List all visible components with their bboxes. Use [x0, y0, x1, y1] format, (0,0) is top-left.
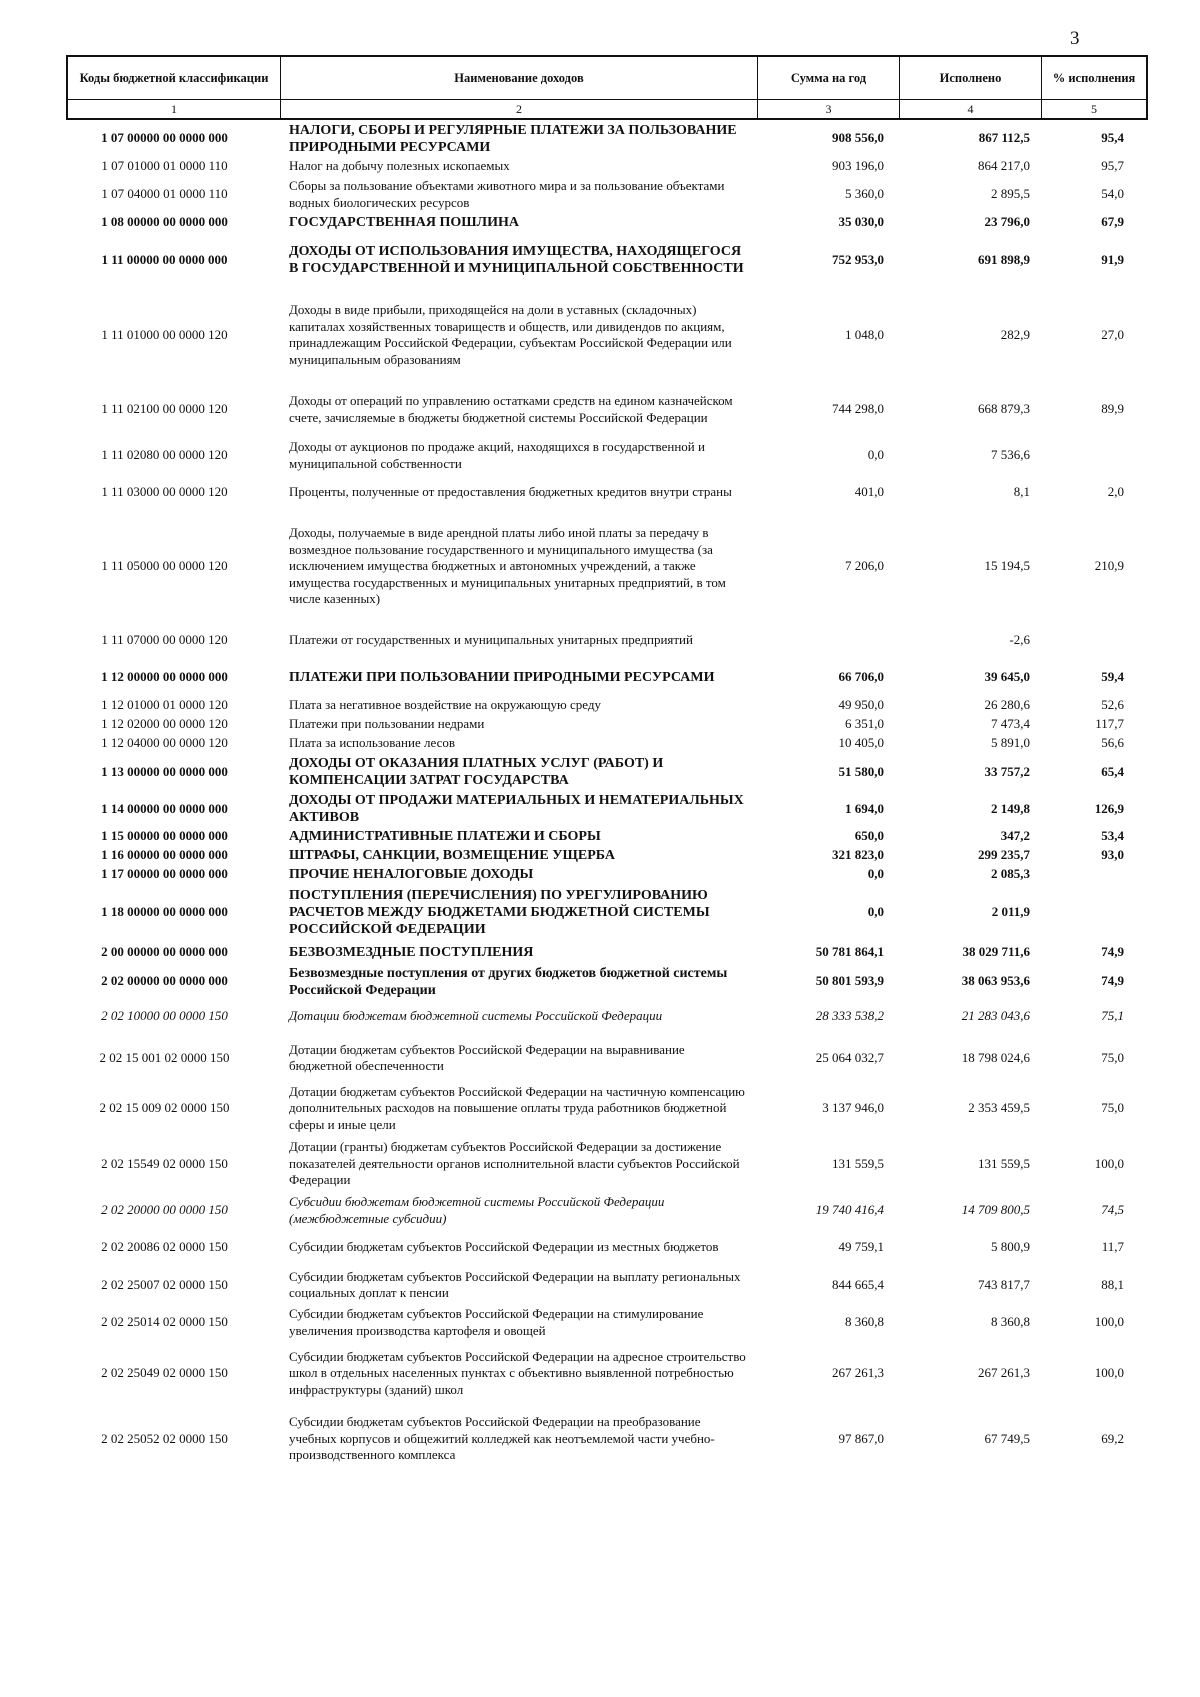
row-pct: 74,9 — [1101, 944, 1124, 960]
row-done: 2 353 459,5 — [968, 1100, 1030, 1116]
row-code: 1 18 00000 00 0000 000 — [101, 903, 228, 919]
table-row — [66, 715, 1144, 734]
row-done: 743 817,7 — [978, 1276, 1030, 1292]
row-done: 26 280,6 — [984, 697, 1030, 713]
row-code: 1 17 00000 00 0000 000 — [101, 866, 228, 882]
table-row — [66, 474, 1144, 511]
row-code: 2 02 15 001 02 0000 150 — [99, 1049, 230, 1065]
row-done: 33 757,2 — [984, 763, 1030, 779]
row-code: 1 07 01000 01 0000 110 — [101, 158, 228, 174]
row-code: 1 16 00000 00 0000 000 — [101, 847, 228, 863]
table-row — [66, 940, 1144, 965]
row-pct: 95,4 — [1101, 130, 1124, 146]
table-row — [66, 1035, 1144, 1081]
row-code: 2 02 15 009 02 0000 150 — [99, 1100, 230, 1116]
row-done: 39 645,0 — [984, 669, 1030, 685]
header-num-2: 2 — [281, 100, 758, 118]
row-name: Налог на добычу полезных ископаемых — [289, 158, 510, 174]
table-row — [66, 232, 1144, 288]
row-plan: 50 781 864,1 — [815, 944, 884, 960]
row-plan: 0,0 — [867, 903, 884, 919]
row-pct: 210,9 — [1094, 558, 1124, 574]
header-num-1: 1 — [68, 100, 281, 118]
table-row — [66, 1192, 1144, 1229]
row-done: 18 798 024,6 — [961, 1049, 1030, 1065]
table-row — [66, 884, 1144, 940]
table-row — [66, 965, 1144, 998]
page-number: 3 — [1070, 28, 1080, 49]
row-plan: 97 867,0 — [838, 1430, 884, 1446]
table-row — [66, 213, 1144, 232]
row-code: 1 11 07000 00 0000 120 — [101, 632, 228, 648]
row-plan: 49 950,0 — [838, 697, 884, 713]
row-pct: 93,0 — [1101, 847, 1124, 863]
row-name: Дотации бюджетам субъектов Российской Федерации на выравнивание бюджетной обеспеченности — [289, 1041, 685, 1073]
row-name: Дотации (гранты) бюджетам субъектов Российской Федерации за достижение показателей деятельности органов исполнительной власти субъектов Российской Федерации — [289, 1139, 740, 1188]
row-name: ПЛАТЕЖИ ПРИ ПОЛЬЗОВАНИИ ПРИРОДНЫМИ РЕСУРСАМИ — [289, 670, 715, 685]
table-row — [66, 382, 1144, 437]
row-code: 1 13 00000 00 0000 000 — [101, 763, 228, 779]
row-done: 867 112,5 — [978, 130, 1030, 146]
row-pct: 11,7 — [1101, 1239, 1124, 1255]
table-body — [66, 120, 1144, 1472]
row-plan: 903 196,0 — [832, 158, 884, 174]
row-pct: 2,0 — [1107, 484, 1124, 500]
row-pct: 100,0 — [1094, 1365, 1124, 1381]
row-pct: 74,9 — [1101, 973, 1124, 989]
row-plan: 28 333 538,2 — [815, 1008, 884, 1024]
table-row — [66, 622, 1144, 659]
row-done: 15 194,5 — [984, 558, 1030, 574]
row-name: ГОСУДАРСТВЕННАЯ ПОШЛИНА — [289, 215, 519, 230]
row-name: Платежи от государственных и муниципальных унитарных предприятий — [289, 632, 693, 648]
row-pct: 59,4 — [1101, 669, 1124, 685]
row-done: 347,2 — [1000, 828, 1030, 844]
row-pct: 52,6 — [1101, 697, 1124, 713]
row-code: 1 12 00000 00 0000 000 — [101, 669, 228, 685]
table-row — [66, 865, 1144, 884]
row-code: 1 11 00000 00 0000 000 — [101, 251, 228, 267]
row-done: 7 473,4 — [991, 716, 1030, 732]
row-name: Доходы в виде прибыли, приходящейся на доли в уставных (складочных) капиталах хозяйственных товариществ и обществ, или дивидендов по акциям, принадлежащим Российской Федерации, субъектам Российской Федерации или муниципальным образованиям — [289, 302, 732, 367]
row-plan: 10 405,0 — [838, 735, 884, 751]
row-done: 21 283 043,6 — [961, 1008, 1030, 1024]
row-name: ДОХОДЫ ОТ ПРОДАЖИ МАТЕРИАЛЬНЫХ И НЕМАТЕРИАЛЬНЫХ АКТИВОВ — [289, 793, 744, 825]
row-done: 2 149,8 — [991, 800, 1030, 816]
row-name: Проценты, полученные от предоставления бюджетных кредитов внутри страны — [289, 484, 732, 500]
table-row — [66, 659, 1144, 696]
row-code: 2 02 25007 02 0000 150 — [101, 1276, 228, 1292]
table-row — [66, 734, 1144, 753]
row-code: 1 08 00000 00 0000 000 — [101, 214, 228, 230]
row-code: 1 14 00000 00 0000 000 — [101, 800, 228, 816]
row-pct: 100,0 — [1094, 1155, 1124, 1171]
table-header — [66, 55, 1148, 120]
row-name: Безвозмездные поступления от других бюджетов бюджетной системы Российской Федерации — [289, 965, 728, 998]
row-plan: 908 556,0 — [832, 130, 884, 146]
table-row — [66, 1229, 1144, 1266]
row-done: 23 796,0 — [984, 214, 1030, 230]
header-plan: Сумма на год — [758, 57, 900, 99]
row-code: 1 07 00000 00 0000 000 — [101, 130, 228, 146]
row-code: 1 11 02080 00 0000 120 — [101, 447, 228, 463]
table-row — [66, 511, 1144, 622]
row-plan: 650,0 — [854, 828, 884, 844]
row-name: Субсидии бюджетам субъектов Российской Федерации на адресное строительство школ в отдельных населенных пунктах с объективно выявленной потребностью инфраструктуры (зданий) школ — [289, 1348, 746, 1397]
row-name: АДМИНИСТРАТИВНЫЕ ПЛАТЕЖИ И СБОРЫ — [289, 829, 601, 844]
row-pct: 89,9 — [1101, 401, 1124, 417]
row-pct: 100,0 — [1094, 1314, 1124, 1330]
row-pct: 75,0 — [1101, 1100, 1124, 1116]
row-name: Субсидии бюджетам субъектов Российской Федерации на выплату региональных социальных доплат к пенсии — [289, 1268, 741, 1300]
row-plan: 6 351,0 — [845, 716, 884, 732]
row-code: 2 02 20086 02 0000 150 — [101, 1239, 228, 1255]
row-plan: 3 137 946,0 — [822, 1100, 884, 1116]
row-plan: 321 823,0 — [832, 847, 884, 863]
table-row — [66, 753, 1144, 791]
row-name: ПРОЧИЕ НЕНАЛОГОВЫЕ ДОХОДЫ — [289, 867, 534, 882]
row-pct: 75,1 — [1101, 1008, 1124, 1024]
header-num-3: 3 — [758, 100, 900, 118]
row-name: Плата за негативное воздействие на окружающую среду — [289, 697, 601, 713]
row-pct: 67,9 — [1101, 214, 1124, 230]
row-plan: 401,0 — [854, 484, 884, 500]
row-done: 299 235,7 — [978, 847, 1030, 863]
row-done: 2 011,9 — [991, 903, 1030, 919]
row-pct: 75,0 — [1101, 1049, 1124, 1065]
row-pct: 126,9 — [1094, 800, 1124, 816]
row-pct: 69,2 — [1101, 1430, 1124, 1446]
row-done: 2 895,5 — [991, 186, 1030, 202]
row-name: ДОХОДЫ ОТ ИСПОЛЬЗОВАНИЯ ИМУЩЕСТВА, НАХОДЯЩЕГОСЯ В ГОСУДАРСТВЕННОЙ И МУНИЦИПАЛЬНОЙ СОБСТВЕННОСТИ — [289, 244, 744, 276]
row-name: Субсидии бюджетам субъектов Российской Федерации на стимулирование увеличения производства картофеля и овощей — [289, 1306, 704, 1338]
row-plan: 19 740 416,4 — [815, 1202, 884, 1218]
row-plan: 0,0 — [867, 447, 884, 463]
row-code: 1 11 01000 00 0000 120 — [101, 326, 228, 342]
header-codes: Коды бюджетной классификации — [68, 57, 281, 99]
row-done: 864 217,0 — [978, 158, 1030, 174]
row-plan: 267 261,3 — [832, 1365, 884, 1381]
row-done: 7 536,6 — [991, 447, 1030, 463]
row-code: 2 02 15549 02 0000 150 — [101, 1155, 228, 1171]
row-plan: 131 559,5 — [832, 1155, 884, 1171]
table-row — [66, 288, 1144, 382]
row-name: ДОХОДЫ ОТ ОКАЗАНИЯ ПЛАТНЫХ УСЛУГ (РАБОТ) И КОМПЕНСАЦИИ ЗАТРАТ ГОСУДАРСТВА — [289, 756, 664, 788]
row-plan: 49 759,1 — [838, 1239, 884, 1255]
row-code: 1 07 04000 01 0000 110 — [101, 186, 228, 202]
row-done: 282,9 — [1000, 326, 1030, 342]
table-row — [66, 1136, 1144, 1192]
row-code: 1 12 04000 00 0000 120 — [101, 735, 228, 751]
header-pct: % исполнения — [1052, 70, 1136, 85]
row-name: ШТРАФЫ, САНКЦИИ, ВОЗМЕЩЕНИЕ УЩЕРБА — [289, 848, 615, 863]
row-name: Дотации бюджетам субъектов Российской Федерации на частичную компенсацию дополнительных расходов на повышение оплаты труда работников бюджетной сферы и иные цели — [289, 1083, 745, 1132]
row-done: 38 063 953,6 — [961, 973, 1030, 989]
row-plan: 35 030,0 — [838, 214, 884, 230]
row-name: Субсидии бюджетам субъектов Российской Федерации из местных бюджетов — [289, 1239, 719, 1255]
row-plan: 0,0 — [867, 866, 884, 882]
header-name: Наименование доходов — [281, 57, 758, 99]
row-done: 38 029 711,6 — [962, 944, 1030, 960]
row-done: 14 709 800,5 — [961, 1202, 1030, 1218]
row-plan: 744 298,0 — [832, 401, 884, 417]
row-name: Доходы, получаемые в виде арендной платы либо иной платы за передачу в возмездное пользование государственного и муниципального имущества (за исключением имущества бюджетных и автономных учреждений, а также имущества государственных и муниципальных унитарных предприятий, в том числе казенных) — [289, 525, 726, 607]
row-name: ПОСТУПЛЕНИЯ (ПЕРЕЧИСЛЕНИЯ) ПО УРЕГУЛИРОВАНИЮ РАСЧЕТОВ МЕЖДУ БЮДЖЕТАМИ БЮДЖЕТНОЙ СИСТЕМЫ РОССИЙСКОЙ ФЕДЕРАЦИИ — [289, 887, 710, 937]
row-pct: 53,4 — [1101, 828, 1124, 844]
table-row — [66, 791, 1144, 827]
row-code: 2 02 10000 00 0000 150 — [101, 1008, 228, 1024]
row-plan: 752 953,0 — [832, 251, 884, 267]
row-name: Плата за использование лесов — [289, 735, 455, 751]
row-name: Платежи при пользовании недрами — [289, 716, 485, 732]
table-row — [66, 998, 1144, 1035]
row-code: 2 02 20000 00 0000 150 — [101, 1202, 228, 1218]
row-code: 1 11 02100 00 0000 120 — [101, 401, 228, 417]
row-done: 691 898,9 — [978, 251, 1030, 267]
row-name: НАЛОГИ, СБОРЫ И РЕГУЛЯРНЫЕ ПЛАТЕЖИ ЗА ПОЛЬЗОВАНИЕ ПРИРОДНЫМИ РЕСУРСАМИ — [289, 122, 737, 155]
row-plan: 50 801 593,9 — [815, 973, 884, 989]
row-plan: 25 064 032,7 — [815, 1049, 884, 1065]
row-name: Сборы за пользование объектами животного мира и за пользование объектами водных биологических ресурсов — [289, 178, 725, 210]
row-pct: 95,7 — [1101, 158, 1124, 174]
table-row — [66, 1406, 1144, 1472]
table-row — [66, 1266, 1144, 1304]
row-name: БЕЗВОЗМЕЗДНЫЕ ПОСТУПЛЕНИЯ — [289, 945, 534, 960]
header-num-5: 5 — [1091, 101, 1097, 116]
row-code: 2 02 25049 02 0000 150 — [101, 1365, 228, 1381]
row-name: Доходы от аукционов по продаже акций, находящихся в государственной и муниципальной собственности — [289, 439, 705, 471]
row-pct: 74,5 — [1101, 1202, 1124, 1218]
row-code: 2 02 00000 00 0000 000 — [101, 973, 228, 989]
row-pct: 56,6 — [1101, 735, 1124, 751]
row-pct: 91,9 — [1101, 251, 1124, 267]
table-row — [66, 1081, 1144, 1136]
row-plan: 1 694,0 — [845, 800, 884, 816]
row-done: 668 879,3 — [978, 401, 1030, 417]
row-done: 5 891,0 — [991, 735, 1030, 751]
row-pct: 54,0 — [1101, 186, 1124, 202]
row-done: 5 800,9 — [991, 1239, 1030, 1255]
row-plan: 844 665,4 — [832, 1276, 884, 1292]
row-plan: 51 580,0 — [838, 763, 884, 779]
row-name: Дотации бюджетам бюджетной системы Российской Федерации — [289, 1008, 663, 1024]
table-row — [66, 696, 1144, 715]
row-plan: 7 206,0 — [845, 558, 884, 574]
row-done: 8 360,8 — [991, 1314, 1030, 1330]
row-plan: 8 360,8 — [845, 1314, 884, 1330]
row-done: -2,6 — [1009, 632, 1030, 648]
row-pct: 27,0 — [1101, 326, 1124, 342]
table-row — [66, 120, 1144, 157]
row-done: 267 261,3 — [978, 1365, 1030, 1381]
row-code: 1 11 03000 00 0000 120 — [101, 484, 228, 500]
table-row — [66, 437, 1144, 474]
header-num-4: 4 — [900, 100, 1042, 118]
row-done: 67 749,5 — [984, 1430, 1030, 1446]
table-row — [66, 827, 1144, 846]
row-done: 131 559,5 — [978, 1155, 1030, 1171]
row-done: 2 085,3 — [991, 866, 1030, 882]
row-name: Доходы от операций по управлению остатками средств на едином казначейском счете, зачисляемые в бюджеты бюджетной системы Российской Федерации — [289, 393, 733, 425]
row-name: Субсидии бюджетам субъектов Российской Федерации на преобразование учебных корпусов и общежитий колледжей как неотъемлемой части учебно-производственного комплекса — [289, 1414, 715, 1463]
row-code: 1 12 01000 01 0000 120 — [101, 697, 228, 713]
row-plan: 1 048,0 — [845, 326, 884, 342]
row-pct: 117,7 — [1095, 716, 1124, 732]
row-done: 8,1 — [1013, 484, 1030, 500]
row-code: 1 12 02000 00 0000 120 — [101, 716, 228, 732]
table-row — [66, 1304, 1144, 1341]
row-code: 2 02 25014 02 0000 150 — [101, 1314, 228, 1330]
table-row — [66, 846, 1144, 865]
table-row — [66, 1341, 1144, 1406]
row-plan: 66 706,0 — [838, 669, 884, 685]
row-code: 2 02 25052 02 0000 150 — [101, 1430, 228, 1446]
row-pct: 65,4 — [1101, 763, 1124, 779]
row-code: 1 15 00000 00 0000 000 — [101, 828, 228, 844]
row-plan: 5 360,0 — [845, 186, 884, 202]
row-code: 2 00 00000 00 0000 000 — [101, 944, 228, 960]
table-row — [66, 176, 1144, 213]
table-row — [66, 157, 1144, 176]
row-name: Субсидии бюджетам бюджетной системы Российской Федерации (межбюджетные субсидии) — [289, 1194, 665, 1226]
header-done: Исполнено — [900, 57, 1042, 99]
row-pct: 88,1 — [1101, 1276, 1124, 1292]
row-code: 1 11 05000 00 0000 120 — [101, 558, 228, 574]
